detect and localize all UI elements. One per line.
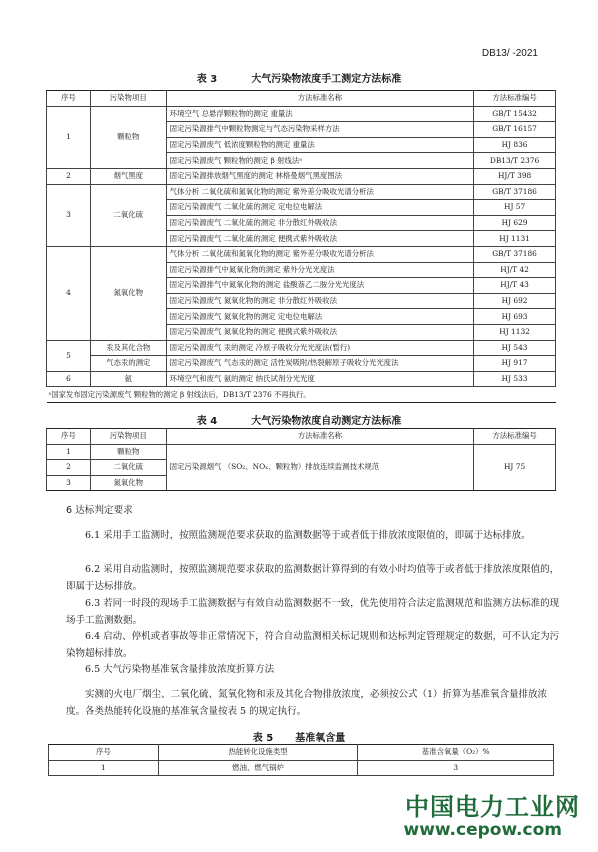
table3-method: 固定污染源排气中氮氧化物的测定 盐酸萘乙二胺分光光度法 (166, 278, 474, 294)
table3-footnote: ᵃ国家发布固定污染源废气 颗粒物的测定 β 射线法后，DB13/T 2376 不再执行。 (47, 387, 556, 403)
table3-title (0, 70, 598, 85)
table4-title-text: 大气污染物浓度自动测定方法标准 (251, 416, 402, 427)
table4-seq: 1 (47, 444, 91, 460)
table3-code: HJ 533 (474, 371, 556, 387)
paragraph-6-4: 6.4 启动、停机或者事故等非正常情况下，符合自动监测相关标记规则和达标判定管理规定的数据，可不认定为污染物超标排放。 (66, 631, 560, 659)
table3-method: 固定污染源废气 氮氧化物的测定 便携式紫外吸收法 (166, 324, 474, 340)
table3-method: 气体分析 二氧化硫和氮氧化物的测定 紫外差分吸收光谱分析法 (166, 184, 474, 200)
paragraph-6-5: 6.5 大气污染物基准氧含量排放浓度折算方法 (85, 664, 275, 675)
table-row (47, 168, 556, 184)
watermark-site-name: 中国电力工业网 (405, 793, 580, 821)
table3-code: GB/T 37186 (474, 246, 556, 262)
table-row (47, 444, 556, 460)
table-row (47, 371, 556, 387)
table3-header-item: 污染物项目 (90, 91, 166, 107)
table4-item: 颗粒物 (90, 444, 166, 460)
table3-code: HJ 57 (474, 200, 556, 216)
watermark-site-url: www.cepow.com (403, 820, 562, 840)
table3-method: 固定污染源废气 二氧化硫的测定 定电位电解法 (166, 200, 474, 216)
table3-method: 固定污染源废气 气态汞的测定 活性炭吸附/热裂解原子吸收分光光度法 (166, 356, 474, 372)
table3-method: 固定污染源废气 二氧化硫的测定 非分散红外吸收法 (166, 215, 474, 231)
table3-code: HJ/T 398 (474, 168, 556, 184)
table3-seq: 5 (47, 340, 91, 371)
table5-type: 燃油、燃气锅炉 (158, 760, 358, 776)
table3-code: GB/T 37186 (474, 184, 556, 200)
table3-item: 氨 (90, 371, 166, 387)
table3-code: HJ 836 (474, 137, 556, 153)
table5 (48, 744, 554, 776)
table4-seq: 3 (47, 475, 91, 491)
table3-code: HJ 693 (474, 309, 556, 325)
table3-seq: 4 (47, 246, 91, 340)
table4-code: HJ 75 (474, 444, 556, 491)
table3-method: 环境空气和废气 氨的测定 纳氏试剂分光光度 (166, 371, 474, 387)
table3-code: HJ 692 (474, 293, 556, 309)
table5-seq: 1 (49, 760, 159, 776)
table3-item: 氮氧化物 (90, 246, 166, 340)
section6-heading: 6 达标判定要求 (66, 505, 133, 516)
table3-method: 固定污染源废气 低浓度颗粒物的测定 重量法 (166, 137, 474, 153)
table3-method: 固定污染源排放烟气黑度的测定 林格曼烟气黑度图法 (166, 168, 474, 184)
table3-code: HJ 629 (474, 215, 556, 231)
table4-seq: 2 (47, 460, 91, 476)
table-row (47, 356, 556, 372)
table3-method: 环境空气 总悬浮颗粒物的测定 重量法 (166, 106, 474, 122)
table3-method: 固定污染源排气中颗粒物测定与气态污染物采样方法 (166, 122, 474, 138)
table3-method: 气体分析 二氧化硫和氮氧化物的测定 紫外差分吸收光谱分析法 (166, 246, 474, 262)
paragraph-6-5-body: 实测的火电厂烟尘、二氧化硫、氮氧化物和汞及其化合物排放浓度，必须按公式（1）折算为基准氧含量排放浓度。各类热能转化设施的基准氧含量按表 5 的规定执行。 (66, 689, 548, 717)
table4-header-method: 方法标准名称 (166, 429, 473, 445)
table5-number: 表 5 (252, 733, 274, 744)
table3-method: 固定污染源排气中氮氧化物的测定 紫外分光光度法 (166, 262, 474, 278)
table4-title (0, 412, 598, 427)
table3-number: 表 3 (196, 74, 218, 85)
table3-item: 二氧化硫 (90, 184, 166, 246)
table3-code: HJ 543 (474, 340, 556, 356)
table3-item: 烟气黑度 (90, 168, 166, 184)
table4-header-seq: 序号 (47, 429, 91, 445)
table4-method: 固定污染源烟气 （SO₂、NOₓ、颗粒物）排放连续监测技术规范 (166, 444, 473, 491)
table3-item: 气态汞的测定 (90, 356, 166, 372)
table3-method: 固定污染源废气 氮氧化物的测定 非分散红外吸收法 (166, 293, 474, 309)
document-code: DB13/ -2021 (481, 48, 538, 59)
table3-code: GB/T 16157 (474, 122, 556, 138)
table-row (47, 106, 556, 122)
table5-header-seq: 序号 (49, 745, 159, 761)
table3-item: 汞及其化合物 (90, 340, 166, 356)
table4-item: 二氧化硫 (90, 460, 166, 476)
table-row (47, 246, 556, 262)
table3-item: 颗粒物 (90, 106, 166, 168)
table4-number: 表 4 (196, 416, 218, 427)
table-row (47, 340, 556, 356)
table3-seq: 1 (47, 106, 91, 168)
table3-code: HJ 1132 (474, 324, 556, 340)
table4-item: 氮氧化物 (90, 475, 166, 491)
table3-method: 固定污染源废气 汞的测定 冷原子吸收分光光度法(暂行) (166, 340, 474, 356)
table3-seq: 6 (47, 371, 91, 387)
table3-code: HJ/T 42 (474, 262, 556, 278)
table4-header-code: 方法标准编号 (474, 429, 556, 445)
table3-method: 固定污染源废气 颗粒物的测定 β 射线法ᵃ (166, 153, 474, 169)
table3-code: HJ 917 (474, 356, 556, 372)
table5-header-oxygen: 基准含氧量（O₂）% (358, 745, 554, 761)
table3-code: DB13/T 2376 (474, 153, 556, 169)
table3 (46, 90, 556, 403)
table5-title (0, 729, 598, 744)
table3-header-seq: 序号 (47, 91, 91, 107)
table3-method: 固定污染源废气 氮氧化物的测定 定电位电解法 (166, 309, 474, 325)
table5-title-text: 基准氧含量 (295, 733, 346, 744)
table-row (47, 184, 556, 200)
table-row (49, 760, 554, 776)
table3-title-text: 大气污染物浓度手工测定方法标准 (251, 74, 402, 85)
table3-header-method: 方法标准名称 (166, 91, 474, 107)
table3-method: 固定污染源废气 二氧化硫的测定 便携式紫外吸收法 (166, 231, 474, 247)
table4-header-item: 污染物项目 (90, 429, 166, 445)
table3-code: GB/T 15432 (474, 106, 556, 122)
table3-code: HJ 1131 (474, 231, 556, 247)
paragraph-6-3: 6.3 若同一时段的现场手工监测数据与有效自动监测数据不一致，优先使用符合法定监测规范和监测方法标准的现场手工监测数据。 (66, 598, 560, 626)
table4 (46, 428, 556, 491)
paragraph-6-2: 6.2 采用自动监测时，按照监测规范要求获取的监测数据计算得到的有效小时均值等于或者低于排放浓度限值的，即属于达标排放。 (66, 564, 560, 592)
table3-code: HJ/T 43 (474, 278, 556, 294)
table3-seq: 2 (47, 168, 91, 184)
table3-header-code: 方法标准编号 (474, 91, 556, 107)
table5-header-type: 热能转化设施类型 (158, 745, 358, 761)
table3-seq: 3 (47, 184, 91, 246)
paragraph-6-1: 6.1 采用手工监测时，按照监测规范要求获取的监测数据等于或者低于排放浓度限值的，即属于达标排放。 (85, 530, 531, 541)
table5-oxygen: 3 (358, 760, 554, 776)
